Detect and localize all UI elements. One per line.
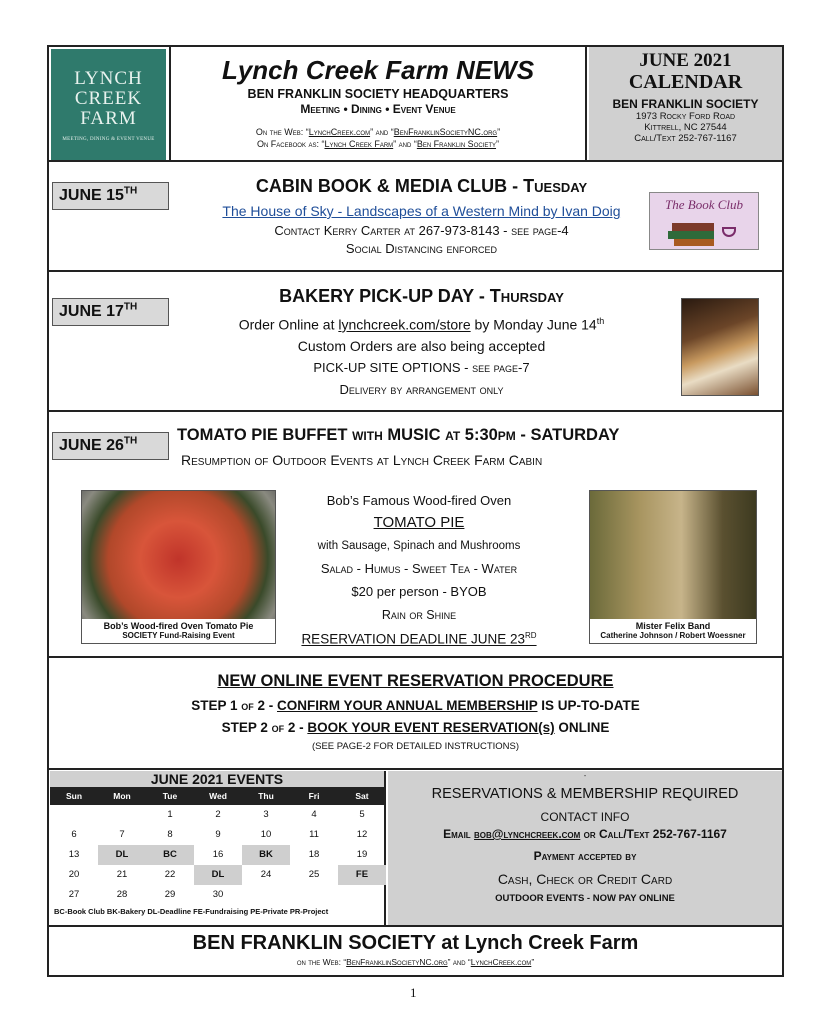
event-body [169, 176, 674, 258]
calendar-cell: 6 [71, 829, 77, 840]
calendar-cell: 27 [68, 889, 80, 900]
band-caption: Mister Felix Band Catherine Johnson / Robert Woessner [590, 619, 756, 643]
calendar-cell-event: FE [338, 865, 386, 885]
calendar-box [589, 47, 782, 160]
footer-link-lynchcreek[interactable]: LynchCreek.com [470, 957, 532, 967]
payment-methods: Cash, Check or Credit Card [497, 871, 673, 887]
contact-info-label: CONTACT INFO [540, 810, 630, 824]
tomato-pie-image [81, 490, 276, 644]
month-calendar-title: JUNE 2021 EVENTS [50, 771, 384, 787]
procedure-step-1: STEP 1 of 2 - CONFIRM YOUR ANNUAL MEMBERSHIP IS UP-TO-DATE [191, 698, 640, 713]
store-link[interactable]: lynchcreek.com/store [338, 316, 471, 333]
newsletter-tagline: Meeting • Dining • Event Venue [300, 102, 456, 116]
event-subtitle: Resumption of Outdoor Events at Lynch Creek Farm Cabin [181, 452, 543, 468]
logo-line-3: FARM [80, 108, 137, 129]
tomato-pie-caption: Bob’s Wood-fired Oven Tomato Pie SOCIETY Fund-Raising Event [82, 619, 275, 643]
calendar-cell [98, 805, 146, 825]
reservations-dot: - [583, 773, 587, 780]
book-club-image-label: The Book Club [665, 197, 743, 212]
event-title: TOMATO PIE BUFFET with MUSIC at 5:30pm - SATURDAY [177, 426, 620, 444]
event-book-club [49, 162, 782, 272]
book-link[interactable]: The House of Sky - Landscapes of a Western Mind by Ivan Doig [222, 203, 621, 219]
facebook-line: On Facebook as: “Lynch Creek Farm” and “Ben Franklin Society” [256, 139, 500, 149]
farm-logo [51, 49, 166, 160]
calendar-cell: 20 [68, 869, 80, 880]
footer-link-benfranklin[interactable]: BenFranklinSocietyNC.org [346, 957, 448, 967]
link-benfranklin[interactable]: BenFranklinSocietyNC.org [393, 127, 498, 137]
calendar-phone: Call/Text 252-767-1167 [634, 133, 737, 144]
event-contact: Contact Kerry Carter at 267-973-8143 - see page-4 [274, 223, 569, 238]
calendar-cell: 7 [119, 829, 125, 840]
custom-orders: Custom Orders are also being accepted [297, 337, 546, 354]
calendar-cell: 30 [212, 889, 224, 900]
calendar-cell: 1 [167, 809, 173, 820]
header [49, 47, 782, 162]
calendar-cell-event: BC [146, 845, 194, 865]
day-header: Mon [98, 787, 146, 805]
order-line: Order Online at lynchcreek.com/store by Monday June 14th [238, 316, 605, 333]
outdoor-note: OUTDOOR EVENTS - NOW PAY ONLINE [495, 893, 675, 904]
logo-line-1: LYNCH [74, 68, 143, 89]
procedure-note: (SEE PAGE-2 FOR DETAILED INSTRUCTIONS) [311, 741, 520, 752]
procedure-step-2: STEP 2 of 2 - BOOK YOUR EVENT RESERVATION(s) ONLINE [221, 720, 610, 735]
book-reservation-link[interactable]: BOOK YOUR EVENT RESERVATION(s) [307, 720, 555, 735]
event-bakery [49, 272, 782, 412]
link-fb-benfranklin[interactable]: Ben Franklin Society [416, 139, 497, 149]
logo-line-2: CREEK [74, 88, 143, 109]
pickup-options: PICK-UP SITE OPTIONS - see page-7 [313, 359, 530, 375]
reservations-title: RESERVATIONS & MEMBERSHIP REQUIRED [431, 786, 739, 802]
day-header: Sun [50, 787, 98, 805]
logo-tagline: MEETING, DINING & EVENT VENUE [62, 137, 155, 142]
reservation-procedure [49, 658, 782, 770]
calendar-address-2: Kittrell, NC 27544 [644, 122, 727, 133]
calendar-address-1: 1973 Rocky Ford Road [635, 111, 736, 122]
page-number: 1 [410, 985, 417, 1000]
day-header: Wed [194, 787, 242, 805]
calendar-label: CALENDAR [628, 71, 743, 93]
calendar-cell: 24 [260, 869, 272, 880]
calendar-cell: 5 [359, 809, 365, 820]
calendar-cell: 16 [212, 849, 224, 860]
band-image [589, 490, 757, 644]
with-line: with Sausage, Spinach and Mushrooms [317, 540, 521, 552]
event-note: Social Distancing enforced [345, 241, 498, 256]
event-date: JUNE 15TH [52, 182, 169, 210]
event-title: BAKERY PICK-UP DAY - Thursday [279, 286, 564, 306]
calendar-month: JUNE 2021 [639, 50, 732, 71]
newsletter-frame [47, 45, 784, 977]
event-date: JUNE 17TH [52, 298, 169, 326]
calendar-cell-event: DL [98, 845, 146, 865]
calendar-cell: 13 [68, 849, 80, 860]
footer-title: BEN FRANKLIN SOCIETY at Lynch Creek Farm [192, 932, 639, 954]
calendar-cell: 25 [308, 869, 320, 880]
calendar-cell: 10 [260, 829, 272, 840]
calendar-org: BEN FRANKLIN SOCIETY [612, 97, 759, 111]
calendar-cell: 9 [215, 829, 221, 840]
calendar-cell: 28 [116, 889, 128, 900]
book-club-image [649, 192, 759, 250]
reservations-box [388, 771, 782, 925]
day-header: Thu [242, 787, 290, 805]
calendar-cell [290, 885, 338, 905]
footer [49, 925, 782, 975]
calendar-cell [50, 805, 98, 825]
calendar-cell: 18 [308, 849, 320, 860]
calendar-cell: 3 [263, 809, 269, 820]
event-title: CABIN BOOK & MEDIA CLUB - Tuesday [255, 176, 588, 196]
price-line: $20 per person - BYOB [351, 584, 487, 599]
newsletter-title: Lynch Creek Farm NEWS [221, 55, 535, 85]
pie-line: TOMATO PIE [373, 514, 465, 531]
footer-web: on the Web: “BenFranklinSocietyNC.org” and “LynchCreek.com” [296, 957, 535, 967]
email-link[interactable]: bob@lynchcreek.com [474, 827, 581, 841]
day-header: Sat [338, 787, 386, 805]
event-date: JUNE 26TH [52, 432, 169, 460]
calendar-cell: 8 [167, 829, 173, 840]
event-body [169, 286, 674, 401]
payment-label: Payment accepted by [533, 849, 637, 863]
calendar-cell: 4 [311, 809, 317, 820]
delivery-note: Delivery by arrangement only [339, 381, 504, 397]
day-header: Tue [146, 787, 194, 805]
calendar-cell: 12 [356, 829, 368, 840]
event-tomato-pie [49, 412, 782, 658]
calendar-cell-event: DL [194, 865, 242, 885]
calendar-cell-event: BK [242, 845, 290, 865]
event-body [249, 490, 589, 650]
masthead [169, 47, 587, 160]
calendar-cell [338, 885, 386, 905]
month-calendar [50, 771, 386, 925]
bread-image [681, 298, 759, 396]
confirm-membership-link[interactable]: CONFIRM YOUR ANNUAL MEMBERSHIP [277, 698, 538, 713]
famous-line: Bob’s Famous Wood-fired Oven [326, 493, 512, 508]
calendar-cell [242, 885, 290, 905]
link-lynchcreek[interactable]: LynchCreek.com [308, 127, 371, 137]
calendar-cell: 22 [164, 869, 176, 880]
calendar-cell: 2 [215, 809, 221, 820]
calendar-cell: 29 [164, 889, 176, 900]
contact-line: Email bob@lynchcreek.com or Call/Text 252-767-1167 [443, 827, 727, 841]
calendar-grid [50, 787, 384, 905]
deadline-line: RESERVATION DEADLINE JUNE 23RD [301, 631, 537, 647]
calendar-cell: 21 [116, 869, 128, 880]
rain-line: Rain or Shine [381, 608, 457, 622]
calendar-legend: BC-Book Club BK-Bakery DL-Deadline FE-Fundraising PE-Private PR-Project [54, 907, 329, 916]
menu-line: Salad - Humus - Sweet Tea - Water [320, 561, 518, 576]
day-header: Fri [290, 787, 338, 805]
web-line: On the Web: “LynchCreek.com” and “BenFranklinSocietyNC.org” [255, 127, 501, 137]
newsletter-subtitle: BEN FRANKLIN SOCIETY HEADQUARTERS [247, 87, 509, 101]
calendar-cell: 11 [309, 829, 319, 840]
calendar-cell: 19 [356, 849, 368, 860]
link-fb-lynchcreek[interactable]: Lynch Creek Farm [324, 139, 394, 149]
procedure-title: NEW ONLINE EVENT RESERVATION PROCEDURE [217, 672, 614, 690]
